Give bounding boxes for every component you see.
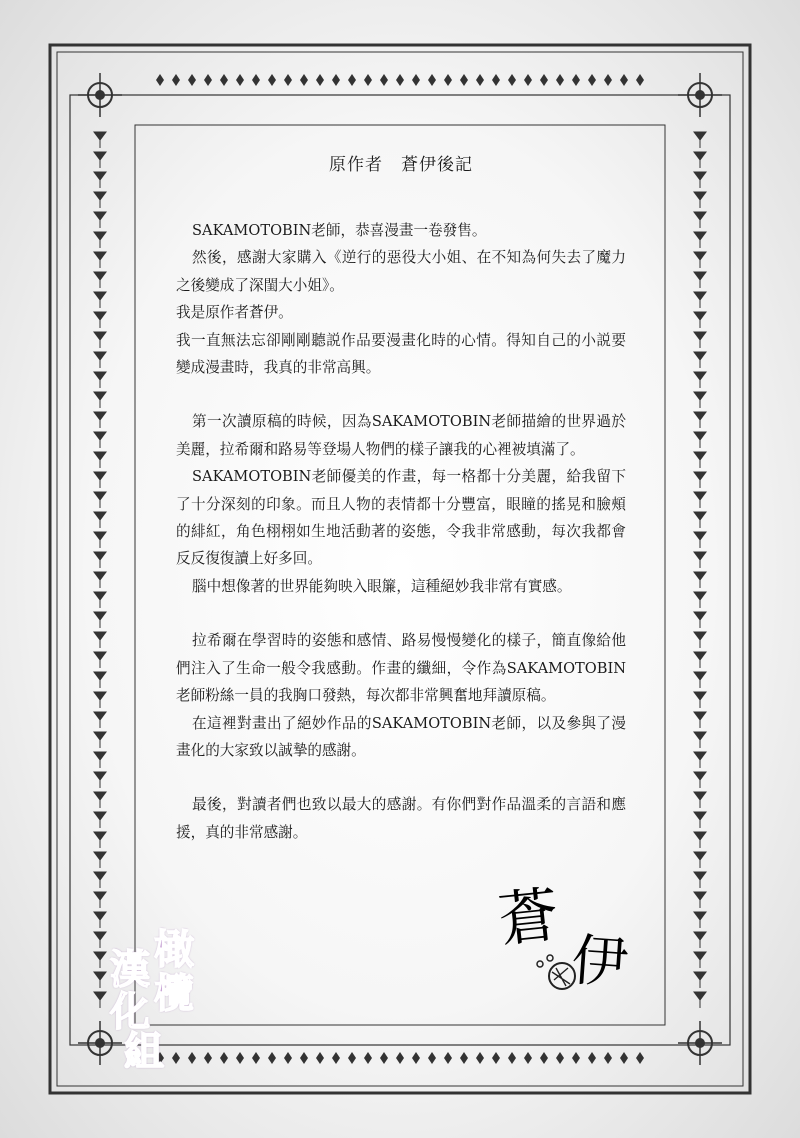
ornament-arrow [694, 952, 706, 968]
ornament-diamond [300, 1052, 308, 1064]
ornament-diamond [636, 74, 644, 86]
ornament-diamond [412, 74, 420, 86]
ornament-diamond [428, 1052, 436, 1064]
ornament-arrow [94, 652, 106, 668]
ornament-arrow [694, 832, 706, 848]
ornament-diamond [524, 1052, 532, 1064]
ornament-arrow [94, 492, 106, 508]
ornament-arrow [694, 852, 706, 868]
ornament-diamond [316, 74, 324, 86]
ornament-arrow [94, 272, 106, 288]
ornament-arrow [94, 692, 106, 708]
ornament-diamond [444, 74, 452, 86]
ornament-arrow [94, 412, 106, 428]
ornament-arrow [94, 712, 106, 728]
paragraph-gap [176, 764, 626, 791]
paragraph-gap [176, 381, 626, 408]
ornament-arrow [94, 432, 106, 448]
ornament-arrow [694, 972, 706, 988]
ornament-arrow [694, 232, 706, 248]
ornament-arrow [694, 272, 706, 288]
watermark-char-4: 化 [110, 988, 150, 1035]
ornament-arrow [694, 872, 706, 888]
ornament-diamond [588, 74, 596, 86]
ornament-arrow [694, 732, 706, 748]
ornament-diamond [604, 74, 612, 86]
ornament-arrow [94, 732, 106, 748]
ornament-arrow [94, 352, 106, 368]
ornament-corner-cross [678, 1021, 722, 1065]
watermark-char-5: 組 [124, 1028, 164, 1075]
ornament-arrow [94, 932, 106, 948]
ornament-arrow [94, 892, 106, 908]
ornament-diamond [508, 74, 516, 86]
ornament-diamond [572, 1052, 580, 1064]
ornament-diamond [348, 1052, 356, 1064]
ornament-diamond [412, 1052, 420, 1064]
paragraph-gap [176, 600, 626, 627]
ornament-arrow [694, 892, 706, 908]
ornament-arrow [694, 312, 706, 328]
ornament-arrow [694, 772, 706, 788]
ornament-diamond [460, 1052, 468, 1064]
ornament-arrow [694, 372, 706, 388]
ornament-diamond [364, 74, 372, 86]
watermark-char-3: 漢 [110, 946, 150, 993]
ornament-diamond [508, 1052, 516, 1064]
ornament-diamond [556, 1052, 564, 1064]
ornament-arrow [694, 412, 706, 428]
ornament-diamond [364, 1052, 372, 1064]
ornament-diamond [348, 74, 356, 86]
ornament-arrow [694, 332, 706, 348]
ornament-diamond [620, 74, 628, 86]
ornament-arrow [94, 632, 106, 648]
ornament-diamond [460, 74, 468, 86]
afterword-content [176, 150, 626, 846]
ornament-diamond [380, 74, 388, 86]
ornament-arrow [94, 472, 106, 488]
ornament-arrow [694, 392, 706, 408]
ornament-arrow [94, 772, 106, 788]
ornament-arrow [694, 612, 706, 628]
ornament-arrow [94, 252, 106, 268]
ornament-arrow [94, 152, 106, 168]
ornament-arrow [694, 292, 706, 308]
signature-char-1: 蒼 [495, 880, 563, 956]
ornament-arrow [94, 392, 106, 408]
ornament-arrow [694, 752, 706, 768]
ornament-arrow [694, 692, 706, 708]
ornament-arrow [94, 452, 106, 468]
ornament-arrow [694, 552, 706, 568]
ornament-diamond [540, 74, 548, 86]
ornament-diamond [284, 74, 292, 86]
ornament-diamond [636, 1052, 644, 1064]
ornament-arrow [94, 212, 106, 228]
ornament-diamond [476, 74, 484, 86]
ornament-arrow [94, 132, 106, 148]
signature-char-2: 伊 [569, 928, 630, 997]
ornament-diamond [540, 1052, 548, 1064]
ornament-arrow [694, 912, 706, 928]
ornament-diamond [300, 74, 308, 86]
ornament-corner-cross [678, 73, 722, 117]
ornament-diamond [524, 74, 532, 86]
ornament-arrow [94, 992, 106, 1008]
afterword-body [176, 217, 626, 846]
ornament-arrow [94, 912, 106, 928]
ornament-diamond [220, 74, 228, 86]
ornament-diamond [236, 74, 244, 86]
ornament-arrow [94, 792, 106, 808]
ornament-diamond [332, 74, 340, 86]
ornament-arrow [694, 572, 706, 588]
ornament-arrow [94, 952, 106, 968]
ornament-arrow [694, 132, 706, 148]
ornament-diamond [172, 74, 180, 86]
ornament-arrow [694, 172, 706, 188]
ornament-arrow [694, 352, 706, 368]
paragraph: 第一次讀原稿的時候，因為SAKAMOTOBIN老師描繪的世界過於美麗，拉希爾和路易等登場人物們的樣子讓我的心裡被填滿了。 [176, 413, 626, 458]
ornament-diamond [604, 1052, 612, 1064]
paragraph: 在這裡對畫出了絕妙作品的SAKAMOTOBIN老師，以及參與了漫畫化的大家致以誠摯的感謝。 [176, 714, 626, 759]
paragraph: 我一直無法忘卻剛剛聽説作品要漫畫化時的心情。得知自己的小説要變成漫畫時，我真的非常高興。 [176, 331, 626, 377]
signature-swirl [532, 950, 592, 1010]
ornament-arrow [694, 512, 706, 528]
ornament-diamond [380, 1052, 388, 1064]
ornament-arrow [694, 712, 706, 728]
ornament-diamond [620, 1052, 628, 1064]
ornament-diamond [444, 1052, 452, 1064]
paragraph: 我是原作者蒼伊。 [176, 304, 293, 322]
ornament-arrow [694, 992, 706, 1008]
ornament-diamond [316, 1052, 324, 1064]
ornament-arrow [94, 852, 106, 868]
paragraph: SAKAMOTOBIN老師優美的作畫，每一格都十分美麗，給我留下了十分深刻的印象。而且人物的表情都十分豐富，眼瞳的搖晃和臉頰的緋紅，角色栩栩如生地活動著的姿態，令我非常感動，每次我都會反反復復讀上好多回。 [176, 468, 626, 568]
paragraph: SAKAMOTOBIN老師，恭喜漫畫一卷發售。 [192, 222, 487, 239]
ornament-arrow [94, 292, 106, 308]
ornament-arrow [94, 972, 106, 988]
ornament-arrow [694, 452, 706, 468]
ornament-arrow [94, 232, 106, 248]
ornament-diamond [284, 1052, 292, 1064]
ornament-arrow [94, 552, 106, 568]
ornament-arrow [94, 832, 106, 848]
ornament-arrow [94, 192, 106, 208]
paragraph: 拉希爾在學習時的姿態和感情、路易慢慢變化的樣子，簡直像給他們注入了生命一般令我感動。作畫的纖細，令作為SAKAMOTOBIN老師粉絲一員的我胸口發熱，每次都非常興奮地拜讀原稿。 [176, 632, 626, 705]
watermark-char-1: 橄 [154, 926, 194, 973]
ornament-arrow [694, 812, 706, 828]
ornament-diamond [252, 74, 260, 86]
ornament-diamond [556, 74, 564, 86]
ornament-arrow [94, 752, 106, 768]
ornament-arrow [694, 212, 706, 228]
ornament-diamond [252, 1052, 260, 1064]
ornament-diamond [492, 1052, 500, 1064]
ornament-diamond [476, 1052, 484, 1064]
ornament-arrow [94, 372, 106, 388]
paragraph: 最後，對讀者們也致以最大的感謝。有你們對作品溫柔的言語和應援，真的非常感謝。 [176, 796, 626, 841]
ornament-arrow [94, 812, 106, 828]
page-title: 原作者 蒼伊後記 [329, 155, 473, 175]
ornament-diamond [156, 74, 164, 86]
ornament-arrow [94, 612, 106, 628]
ornament-arrow [694, 432, 706, 448]
ornament-diamond [236, 1052, 244, 1064]
ornament-arrow [694, 152, 706, 168]
ornament-arrow [694, 932, 706, 948]
ornament-diamond [204, 74, 212, 86]
ornament-arrow [94, 872, 106, 888]
ornament-diamond [188, 74, 196, 86]
ornament-diamond [396, 74, 404, 86]
author-signature [492, 870, 642, 1010]
ornament-diamond [428, 74, 436, 86]
ornament-diamond [588, 1052, 596, 1064]
ornament-arrow [694, 592, 706, 608]
paragraph: 然後，感謝大家購入《逆行的惡役大小姐、在不知為何失去了魔力之後變成了深閨大小姐》。 [176, 249, 626, 294]
ornament-arrow [94, 172, 106, 188]
ornament-arrow [94, 512, 106, 528]
ornament-diamond [332, 1052, 340, 1064]
ornament-diamond [572, 74, 580, 86]
ornament-arrow [94, 312, 106, 328]
ornament-arrow [694, 792, 706, 808]
ornament-diamond [268, 74, 276, 86]
ornament-arrow [694, 472, 706, 488]
ornament-arrow [94, 572, 106, 588]
ornament-arrow [694, 652, 706, 668]
ornament-corner-cross [78, 73, 122, 117]
ornament-arrow [94, 332, 106, 348]
ornament-diamond [396, 1052, 404, 1064]
ornament-diamond [268, 1052, 276, 1064]
ornament-arrow [694, 632, 706, 648]
ornament-arrow [694, 252, 706, 268]
ornament-arrow [694, 672, 706, 688]
ornament-diamond [492, 74, 500, 86]
ornament-arrow [694, 492, 706, 508]
group-watermark [106, 926, 226, 1075]
paragraph: 腦中想像著的世界能夠映入眼簾，這種絕妙我非常有實感。 [192, 577, 572, 595]
watermark-char-2: 欖 [154, 970, 194, 1017]
ornament-arrow [94, 672, 106, 688]
ornament-arrow [694, 532, 706, 548]
ornament-arrow [94, 592, 106, 608]
ornament-arrow [94, 532, 106, 548]
ornament-arrow [694, 192, 706, 208]
